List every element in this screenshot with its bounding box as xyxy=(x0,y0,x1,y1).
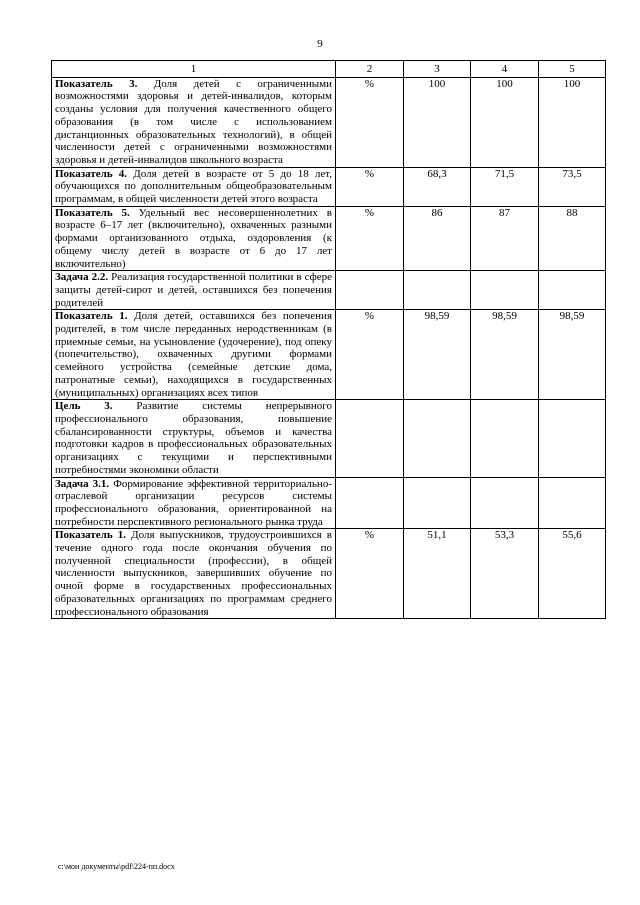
value-cell-3: 68,3 xyxy=(404,167,471,206)
indicator-description xyxy=(52,206,336,271)
value-cell-4: 53,3 xyxy=(471,529,539,619)
table-row xyxy=(52,167,606,206)
value-cell-5 xyxy=(539,477,606,529)
row-text: Формирование эффективной территориально-отраслевой организации ресурсов системы профессионального образования, ориентированной на потребности перспективного регионального рынка труда xyxy=(55,477,332,528)
task-description xyxy=(52,477,336,529)
table-row xyxy=(52,477,606,529)
value-cell-3 xyxy=(404,271,471,310)
header-col-1: 1 xyxy=(52,61,336,78)
value-cell-5: 73,5 xyxy=(539,167,606,206)
row-text: Доля детей в возрасте от 5 до 18 лет, обучающихся по дополнительным общеобразовательным программам, в общей численности детей этого возраста xyxy=(55,167,333,206)
value-cell-5 xyxy=(539,271,606,310)
unit-cell: % xyxy=(336,77,404,167)
unit-cell xyxy=(336,477,404,529)
header-col-2: 2 xyxy=(336,61,404,78)
row-label: Показатель 1. xyxy=(55,529,127,542)
row-label: Показатель 1. xyxy=(55,310,128,323)
value-cell-4: 98,59 xyxy=(471,310,539,400)
unit-cell: % xyxy=(336,310,404,400)
value-cell-3: 86 xyxy=(404,206,471,271)
unit-cell: % xyxy=(336,167,404,206)
value-cell-3 xyxy=(404,477,471,529)
row-text: Развитие системы непрерывного профессионального образования, повышение сбалансированности структуры, объемов и качества подготовки кадров в профессиональных образовательных организациях с текущими и перспективными потребностями экономики области xyxy=(55,400,332,476)
indicator-description xyxy=(52,167,336,206)
unit-cell xyxy=(336,271,404,310)
value-cell-4: 71,5 xyxy=(471,167,539,206)
value-cell-4 xyxy=(471,271,539,310)
value-cell-5: 55,6 xyxy=(539,529,606,619)
value-cell-3: 98,59 xyxy=(404,310,471,400)
row-text: Реализация государственной политики в сфере защиты детей-сирот и детей, оставшихся без попечения родителей xyxy=(55,271,332,309)
indicator-description xyxy=(52,310,336,400)
row-label: Задача 3.1. xyxy=(55,477,110,490)
goal-description xyxy=(52,400,336,477)
page-number: 9 xyxy=(317,38,323,50)
row-text: Доля детей с ограниченными возможностями здоровья и детей-инвалидов, которым созданы условия для получения качественного общего образования (в том числе с использованием дистанционных образовательных технологий), в общей численности детей с ограниченными возможностями здоровья и детей-инвалидов школьного возраста xyxy=(55,77,332,166)
row-label: Цель 3. xyxy=(55,400,113,413)
row-label: Показатель 3. xyxy=(55,77,138,90)
value-cell-3: 51,1 xyxy=(404,529,471,619)
header-col-4: 4 xyxy=(471,61,539,78)
table-row xyxy=(52,529,606,619)
value-cell-4 xyxy=(471,400,539,477)
row-text: Доля выпускников, трудоустроившихся в течение одного года после окончания обучения по полученной специальности (профессии), в общей численности выпускников, завершивших обучение по очной форме в государственных профессиональных образовательных организациях по программам среднего профессионального образования xyxy=(55,529,332,618)
table-header-row xyxy=(52,61,606,78)
unit-cell: % xyxy=(336,529,404,619)
value-cell-3: 100 xyxy=(404,77,471,167)
value-cell-3 xyxy=(404,400,471,477)
header-col-3: 3 xyxy=(404,61,471,78)
value-cell-5: 100 xyxy=(539,77,606,167)
value-cell-4: 100 xyxy=(471,77,539,167)
value-cell-5: 88 xyxy=(539,206,606,271)
row-text: Доля детей, оставшихся без попечения родителей, в том числе переданных неродственникам (в приемные семьи, на усыновление (удочерение), под опеку (попечительство), охваченных другими формами семейного устройства (семейные детские дома, патронатные семьи), находящихся в государственных (муниципальных) организациях всех типов xyxy=(55,310,333,399)
task-description xyxy=(52,271,336,310)
table-row xyxy=(52,206,606,271)
value-cell-4: 87 xyxy=(471,206,539,271)
row-label: Показатель 4. xyxy=(55,167,128,180)
table-row xyxy=(52,310,606,400)
indicator-description xyxy=(52,529,336,619)
row-label: Показатель 5. xyxy=(55,206,130,219)
header-col-5: 5 xyxy=(539,61,606,78)
row-label: Задача 2.2. xyxy=(55,271,109,284)
indicator-description xyxy=(52,77,336,167)
footer-file-path: c:\мои документы\pdf\224-пп.docx xyxy=(58,862,175,871)
table-row xyxy=(52,77,606,167)
table-row xyxy=(52,271,606,310)
indicators-table xyxy=(51,60,606,619)
value-cell-5: 98,59 xyxy=(539,310,606,400)
table-row xyxy=(52,400,606,477)
value-cell-5 xyxy=(539,400,606,477)
unit-cell xyxy=(336,400,404,477)
unit-cell: % xyxy=(336,206,404,271)
value-cell-4 xyxy=(471,477,539,529)
row-text: Удельный вес несовершеннолетних в возрасте 6–17 лет (включительно), охваченных разными формами организованного отдыха, оздоровления (к общему числу детей в возрасте от 6 до 17 лет включительно) xyxy=(55,206,332,270)
